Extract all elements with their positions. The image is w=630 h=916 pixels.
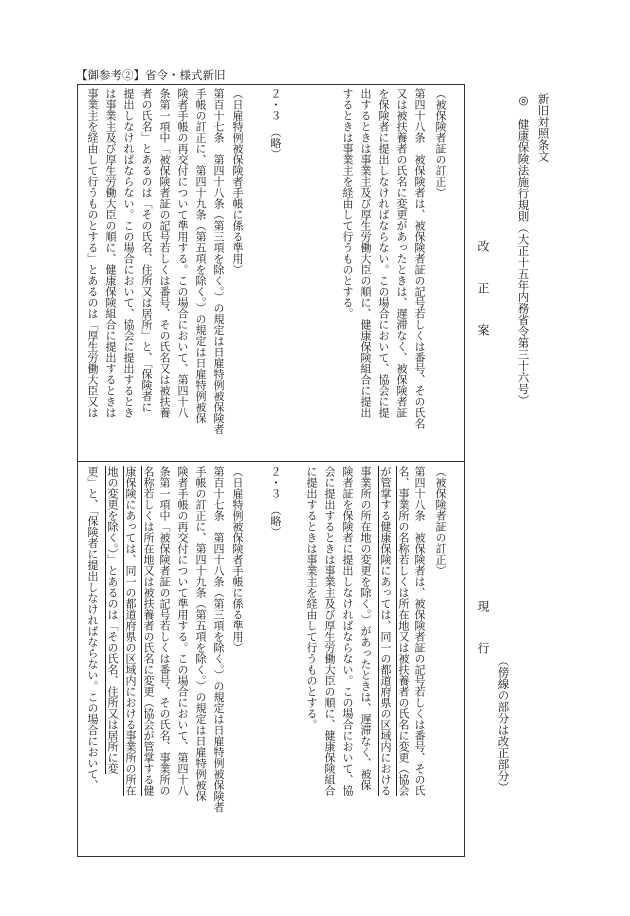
current-line: （被保険者証の訂正） <box>434 466 447 576</box>
current-line: に提出するときは事業主を経由して行うものとする。 <box>305 466 318 730</box>
current-line: 第百十七条 第四十八条（第三項を除く。）の規定は日雇特例被保険者 <box>212 466 225 813</box>
current-line: 第四十八条 被保険者は、被保険者証の記号若しくは番号、その氏 <box>413 466 426 796</box>
amendment-note: （傍線の部分は改正部分） <box>496 655 511 793</box>
current-line: 手帳の訂正に、第四十九条（第五項を除く。）の規定は日雇特例被保 <box>194 466 207 802</box>
revised-line: ２・３ （略） <box>269 88 282 160</box>
revised-line: （被保険者証の訂正） <box>434 88 447 198</box>
current-line-changed: 地の変更を除く。）」とあるのは「その氏名、住所又は居所に変 <box>106 466 119 774</box>
current-line-changed: 名、事業所の名称若しくは所在地又は被扶養者の氏名に変更（協会 <box>397 466 410 796</box>
revised-line: 出するときは事業主及び厚生労働大臣の順に、健康保険組合に提出 <box>359 88 372 418</box>
current-line: 険者証を保険者に提出しなければならない。この場合において、協 <box>341 466 354 796</box>
current-line-changed: 康保険にあっては、同一の都道府県の区域内における事業所の所在 <box>124 466 137 796</box>
current-line: （日雇特例被保険者手帳に係る準用） <box>231 466 244 653</box>
revised-line: を保険者に提出しなければならない。この場合において、協会に提 <box>377 88 390 418</box>
current-column-heading: 現行 <box>476 600 490 684</box>
section-divider <box>77 461 464 462</box>
revised-column-heading: 改正案 <box>476 240 490 366</box>
revised-line: 手帳の訂正に、第四十九条（第五項を除く。）の規定は日雇特例被保 <box>194 88 207 424</box>
current-line: 険者手帳の再交付について準用する。この場合において、第四十八 <box>176 466 189 796</box>
revised-line: 条第一項中「被保険者証の記号若しくは番号、その氏名又は被扶養 <box>158 88 171 418</box>
revised-line: 提出しなければならない。この場合において、協会に提出するとき <box>122 88 135 418</box>
current-line: 条第一項中「被保険者証の記号若しくは番号、その氏名、事業所の <box>158 466 171 796</box>
revised-line: （日雇特例被保険者手帳に係る準用） <box>231 88 244 275</box>
revised-line: するときは事業主を経由して行うものとする。 <box>341 88 354 319</box>
revised-line: は事業主及び厚生労働大臣の順に、健康保険組合に提出するときは <box>104 88 117 418</box>
current-line-changed: が管掌する健康保険にあっては、同一の都道府県の区域内における <box>379 466 392 796</box>
revised-line: 者の氏名」とあるのは「その氏名、住所又は居所」と、「保険者に <box>140 88 153 413</box>
current-line: 事業所の所在地の変更を除く。）があったときは、遅滞なく、被保 <box>359 466 372 791</box>
document-subtitle: ◎ 健康保険法施行規則（大正十五年内務省令第三十六号） <box>516 93 531 406</box>
revised-line: 第百十七条 第四十八条（第三項を除く。）の規定は日雇特例被保険者 <box>212 88 225 435</box>
current-line-changed: 名称若しくは所在地又は被扶養者の氏名に変更（協会が管掌する健 <box>142 466 155 796</box>
current-line: ２・３ （略） <box>269 466 282 538</box>
current-line: 会に提出するときは事業主及び厚生労働大臣の順に、健康保険組合 <box>323 466 336 796</box>
document-title: 新旧対照条文 <box>536 93 551 162</box>
heading-column-divider <box>464 84 465 856</box>
reference-header: 【御参考②】省令・様式新旧 <box>76 68 226 82</box>
revised-line: 険者手帳の再交付について準用する。この場合において、第四十八 <box>176 88 189 418</box>
revised-line: 又は被扶養者の氏名に変更があったときは、遅滞なく、被保険者証 <box>395 88 408 418</box>
revised-line: 事業主を経由して行うものとする」とあるのは「厚生労働大臣又は <box>86 88 99 418</box>
current-line: 更」と、「保険者に提出しなければならない。この場合において、 <box>86 466 99 791</box>
revised-line: 第四十八条 被保険者は、被保険者証の記号若しくは番号、その氏名 <box>413 88 426 429</box>
